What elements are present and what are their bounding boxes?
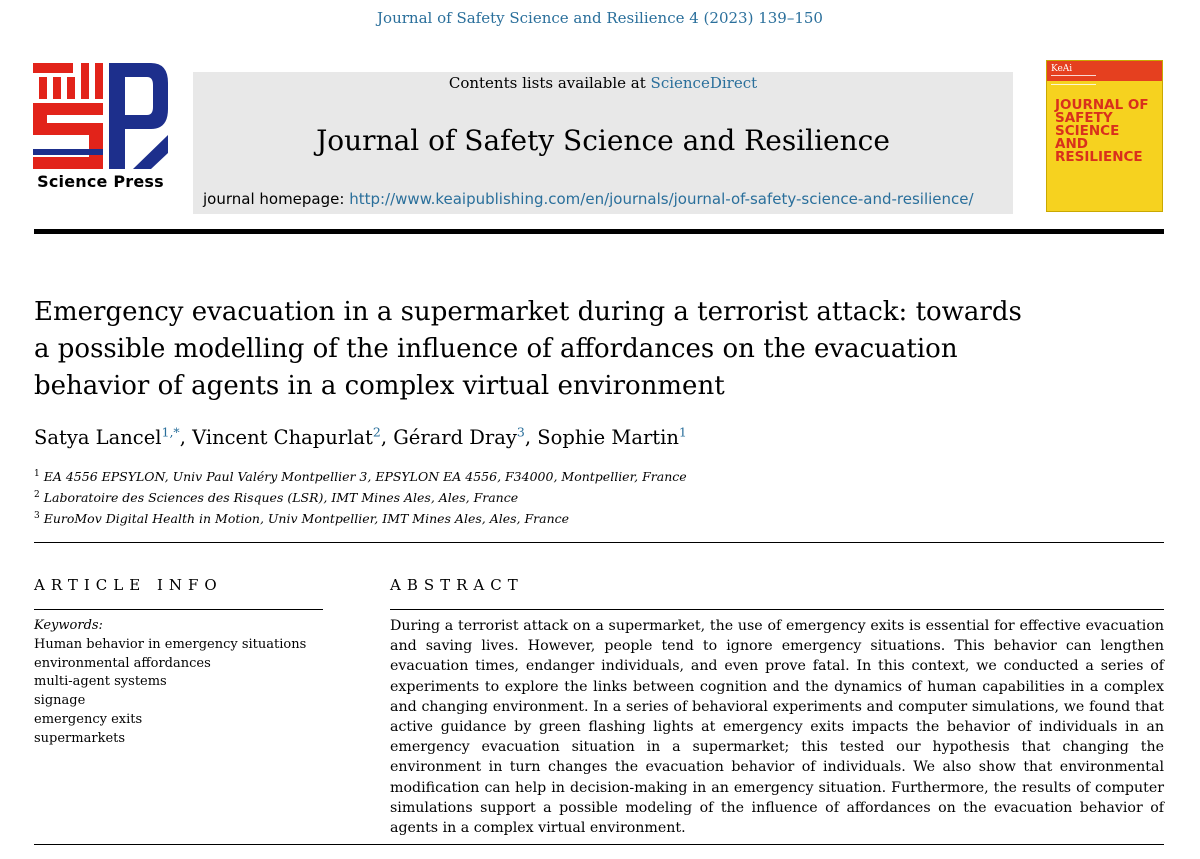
affiliation: $^2$ Laboratoire des Sciences des Risques (LSR), IMT Mines Ales, Ales, France bbox=[34, 490, 519, 506]
keyword: signage bbox=[34, 693, 86, 709]
bottom-divider bbox=[34, 844, 1164, 845]
cover-title-line: SAFETY SCIENCE bbox=[1055, 110, 1120, 139]
keyword: emergency exits bbox=[34, 711, 143, 727]
journal-homepage bbox=[203, 190, 974, 208]
keywords-list bbox=[34, 636, 306, 748]
author-affil-ref[interactable]: 1 bbox=[678, 424, 687, 439]
author-list bbox=[34, 424, 687, 449]
contents-line bbox=[193, 74, 1013, 92]
author-affil-ref[interactable]: 2 bbox=[372, 424, 381, 439]
author-affil-ref[interactable]: 1,* bbox=[161, 424, 180, 439]
author-affil-ref[interactable]: 3 bbox=[516, 424, 525, 439]
cover-title-line: AND RESILIENCE bbox=[1055, 136, 1143, 165]
author-sep: , bbox=[380, 425, 394, 449]
homepage-label: journal homepage: bbox=[203, 190, 350, 208]
keyword: Human behavior in emergency situations bbox=[34, 637, 307, 652]
header-divider bbox=[34, 229, 1164, 234]
author[interactable]: Gérard Dray$^3$ bbox=[393, 424, 525, 449]
abstract-heading: ABSTRACT bbox=[390, 576, 524, 594]
keyword: supermarkets bbox=[34, 730, 126, 746]
journal-title: Journal of Safety Science and Resilience bbox=[316, 124, 890, 157]
homepage-link[interactable]: http://www.keaipublishing.com/en/journals/journal-of-safety-science-and-resilience/ bbox=[349, 190, 974, 208]
article-title: Emergency evacuation in a supermarket during a terrorist attack: towards a possible modelling of the influence of affordances on the evacuation behavior of agents in a complex virtual environment bbox=[34, 297, 1022, 401]
keyword: environmental affordances bbox=[34, 655, 211, 671]
author[interactable]: Vincent Chapurlat$^2$ bbox=[192, 424, 381, 449]
keyword: multi-agent systems bbox=[34, 674, 167, 690]
article-info-heading: ARTICLE INFO bbox=[34, 576, 223, 594]
cover-brand: KeAi bbox=[1051, 64, 1073, 74]
journal-cover-thumbnail[interactable] bbox=[1046, 60, 1163, 212]
cover-title-line: JOURNAL OF bbox=[1055, 97, 1149, 113]
publisher-name: Science Press bbox=[37, 172, 164, 191]
author[interactable]: Satya Lancel$^{1,*}$ bbox=[34, 424, 180, 449]
author-sep: , bbox=[179, 425, 193, 449]
cover-title bbox=[1055, 99, 1163, 164]
keywords-label: Keywords: bbox=[34, 618, 103, 633]
abstract-divider bbox=[390, 609, 1164, 610]
journal-banner bbox=[193, 72, 1013, 214]
affiliation: $^1$ EA 4556 EPSYLON, Univ Paul Valéry Montpellier 3, EPSYLON EA 4556, F34000, Montpellier, France bbox=[34, 469, 687, 485]
publisher-logo bbox=[33, 63, 168, 193]
sciencedirect-link[interactable]: ScienceDirect bbox=[650, 74, 758, 92]
affiliation: $^3$ EuroMov Digital Health in Motion, Univ Montpellier, IMT Mines Ales, Ales, France bbox=[34, 511, 570, 527]
author[interactable]: Sophie Martin$^1$ bbox=[537, 424, 687, 449]
affiliations bbox=[34, 465, 687, 528]
article-info-divider bbox=[34, 609, 323, 610]
contents-prefix: Contents lists available at bbox=[448, 74, 651, 92]
author-sep: , bbox=[524, 425, 538, 449]
science-press-logo-icon bbox=[33, 63, 168, 169]
section-divider bbox=[34, 542, 1164, 543]
journal-citation[interactable]: Journal of Safety Science and Resilience 4 (2023) 139–150 bbox=[377, 9, 823, 27]
cover-lines bbox=[1051, 75, 1096, 85]
abstract-text: During a terrorist attack on a supermarket, the use of emergency exits is essential for effective evacuation and saving lives. However, people tend to ignore emergency situations. This behavior can lengthen evacuation times, endanger individuals, and even prove fatal. In this context, we conducted a series of experiments to explore the links between cognition and the dynamics of human capabilities in a complex and changing environment. In a series of behavioral experiments and computer simulations, we found that active guidance by green flashing lights at emergency exits impacts the behavior of individuals in an emergency evacuation situation in a supermarket; this tested our hypothesis that changing the environment in turn changes the evacuation behavior of individuals. We also show that environmental modification can help in decision-making in an emergency situation. Furthermore, the results of computer simulations support a possible modeling of the influence of affordances on the evacuation behavior of agents in a complex virtual environment. bbox=[390, 618, 1164, 837]
